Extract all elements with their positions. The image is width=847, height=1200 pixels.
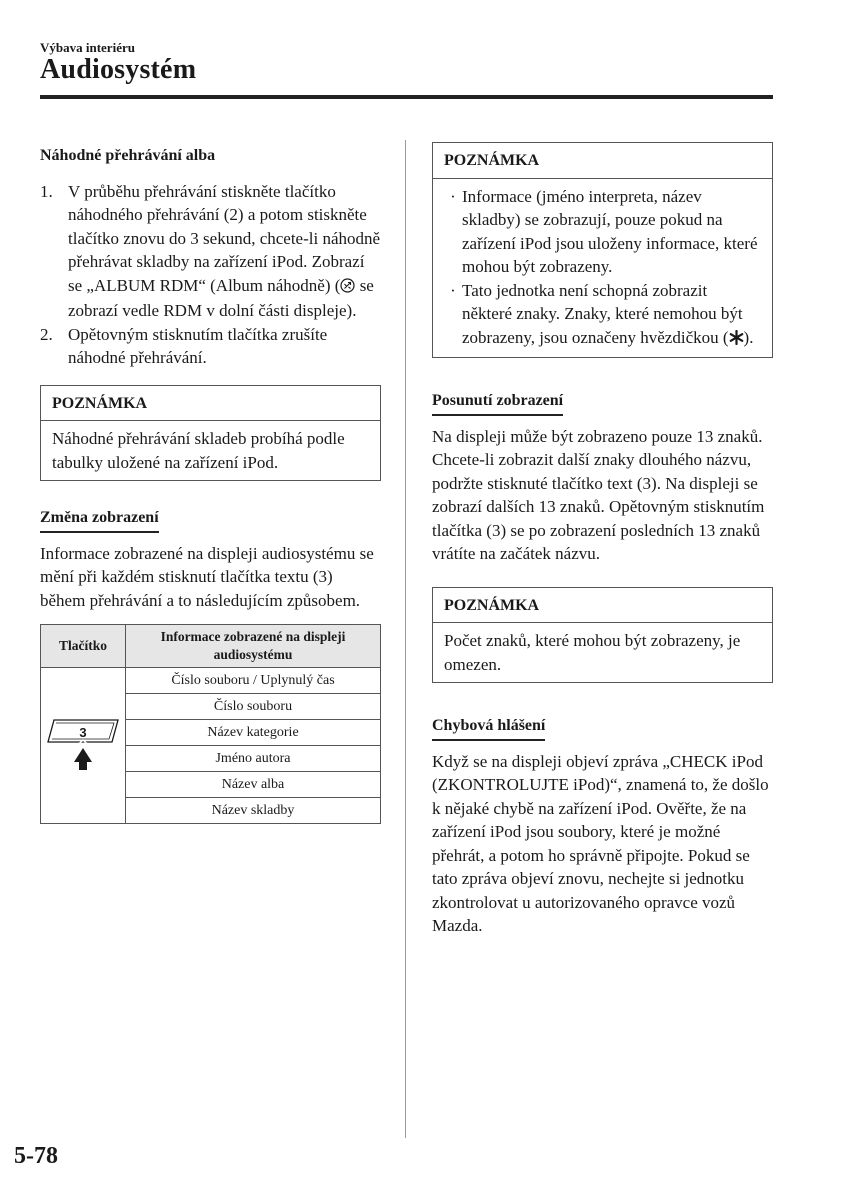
note-bullet: · Tato jednotka není schopná zobrazit některé znaky. Znaky, které nemohou být zobrazeny, jsou označeny hvězdičkou ( ).	[444, 279, 761, 352]
note-bullet: · Informace (jméno interpreta, název skladby) se zobrazují, pouze pokud na zařízení iPod jsou uloženy informace, které mohou být zobrazeny.	[444, 185, 761, 279]
step-text-part: se zobrazí vedle RDM v dolní části displeje).	[68, 275, 374, 320]
left-column	[40, 142, 381, 824]
note-box	[432, 142, 773, 358]
asterisk-icon	[729, 328, 744, 352]
display-change-paragraph: Informace zobrazené na displeji audiosystému se mění při každém stisknutí tlačítka textu (3) během přehrávání a to následujícím způsobem.	[40, 543, 374, 610]
heading-random-album: Náhodné přehrávání alba	[40, 147, 216, 164]
step-item	[40, 180, 381, 323]
button-label: 3	[79, 724, 87, 740]
step-number: 2.	[40, 324, 53, 344]
table-cell: Název kategorie	[126, 720, 381, 746]
title-rule	[40, 95, 773, 99]
scroll-display-paragraph: Na displeji může být zobrazeno pouze 13 znaků. Chcete-li zobrazit další znaky dlouhého názvu, podržte stisknuté tlačítko text (3). Na displeji se zobrazí dalších 13 znaků. Opětovným stisknutím tlačítka (3) se po zobrazení posledních 13 znaků vrátíte na začátek názvu.	[432, 426, 765, 563]
table-row	[41, 668, 381, 694]
right-column	[432, 142, 773, 938]
heading-error-messages: Chybová hlášení	[432, 714, 545, 741]
random-disc-icon	[340, 276, 355, 300]
table-cell: Číslo souboru / Uplynulý čas	[126, 668, 381, 694]
display-info-table	[40, 624, 381, 824]
note-bullets	[444, 185, 761, 352]
note-bullet-text	[462, 279, 761, 352]
step-number: 1.	[40, 181, 53, 201]
note-bullet-text-part: Tato jednotka není schopná zobrazit některé znaky. Znaky, které nemohou být zobrazeny, jsou označeny hvězdičkou (	[462, 280, 743, 347]
table-header-button: Tlačítko	[41, 625, 126, 668]
table-cell: Jméno autora	[126, 746, 381, 772]
heading-scroll-display: Posunutí zobrazení	[432, 389, 563, 416]
page-title: Audiosystém	[40, 54, 197, 85]
note-body: Náhodné přehrávání skladeb probíhá podle tabulky uložené na zařízení iPod.	[52, 429, 345, 472]
steps-list	[40, 180, 381, 370]
note-box	[40, 385, 381, 482]
table-cell: Název alba	[126, 772, 381, 798]
step-text	[68, 180, 381, 323]
button-cell	[41, 668, 126, 824]
step-text: Opětovným stisknutím tlačítka zrušíte náhodné přehrávání.	[68, 324, 328, 367]
step-text-part: V průběhu přehrávání stiskněte tlačítko náhodného přehrávání (2) a potom stiskněte tlačítko znovu do 3 sekund, chcete-li náhodně přehrávat skladby na zařízení iPod. Zobrazí se „ALBUM RDM“ (Album náhodně) (	[68, 181, 381, 295]
note-body: Počet znaků, které mohou být zobrazeny, je omezen.	[444, 631, 741, 674]
text-button-3-illustration	[46, 718, 120, 774]
table-cell: Název skladby	[126, 798, 381, 824]
note-box	[432, 587, 773, 684]
note-bullet-text-part: ).	[743, 327, 754, 347]
table-header-info: Informace zobrazené na displeji audiosystému	[126, 625, 381, 668]
step-item	[40, 323, 381, 370]
column-divider	[405, 140, 406, 1138]
note-heading: POZNÁMKA	[433, 588, 772, 624]
section-label: Výbava interiéru	[40, 40, 135, 55]
heading-display-change: Změna zobrazení	[40, 506, 159, 533]
note-body	[433, 179, 772, 358]
error-messages-paragraph: Když se na displeji objeví zpráva „CHECK iPod (ZKONTROLUJTE iPod)“, znamená to, že došlo k nějaké chybě na zařízení iPod. Ověřte, že na zařízení iPod jsou soubory, které je možné přehrát, a potom ho správně připojte. Pokud se tato zpráva objeví znovu, nechejte si jednotku zkontrolovat u autorizovaného opravce vozů Mazda.	[432, 751, 769, 935]
note-heading: POZNÁMKA	[433, 143, 772, 179]
page-number: 5-78	[14, 1143, 58, 1169]
note-bullet-text: Informace (jméno interpreta, název skladby) se zobrazují, pouze pokud na zařízení iPod jsou uloženy informace, které mohou být zobrazeny.	[462, 186, 758, 276]
table-cell: Číslo souboru	[126, 694, 381, 720]
note-heading: POZNÁMKA	[41, 386, 380, 422]
